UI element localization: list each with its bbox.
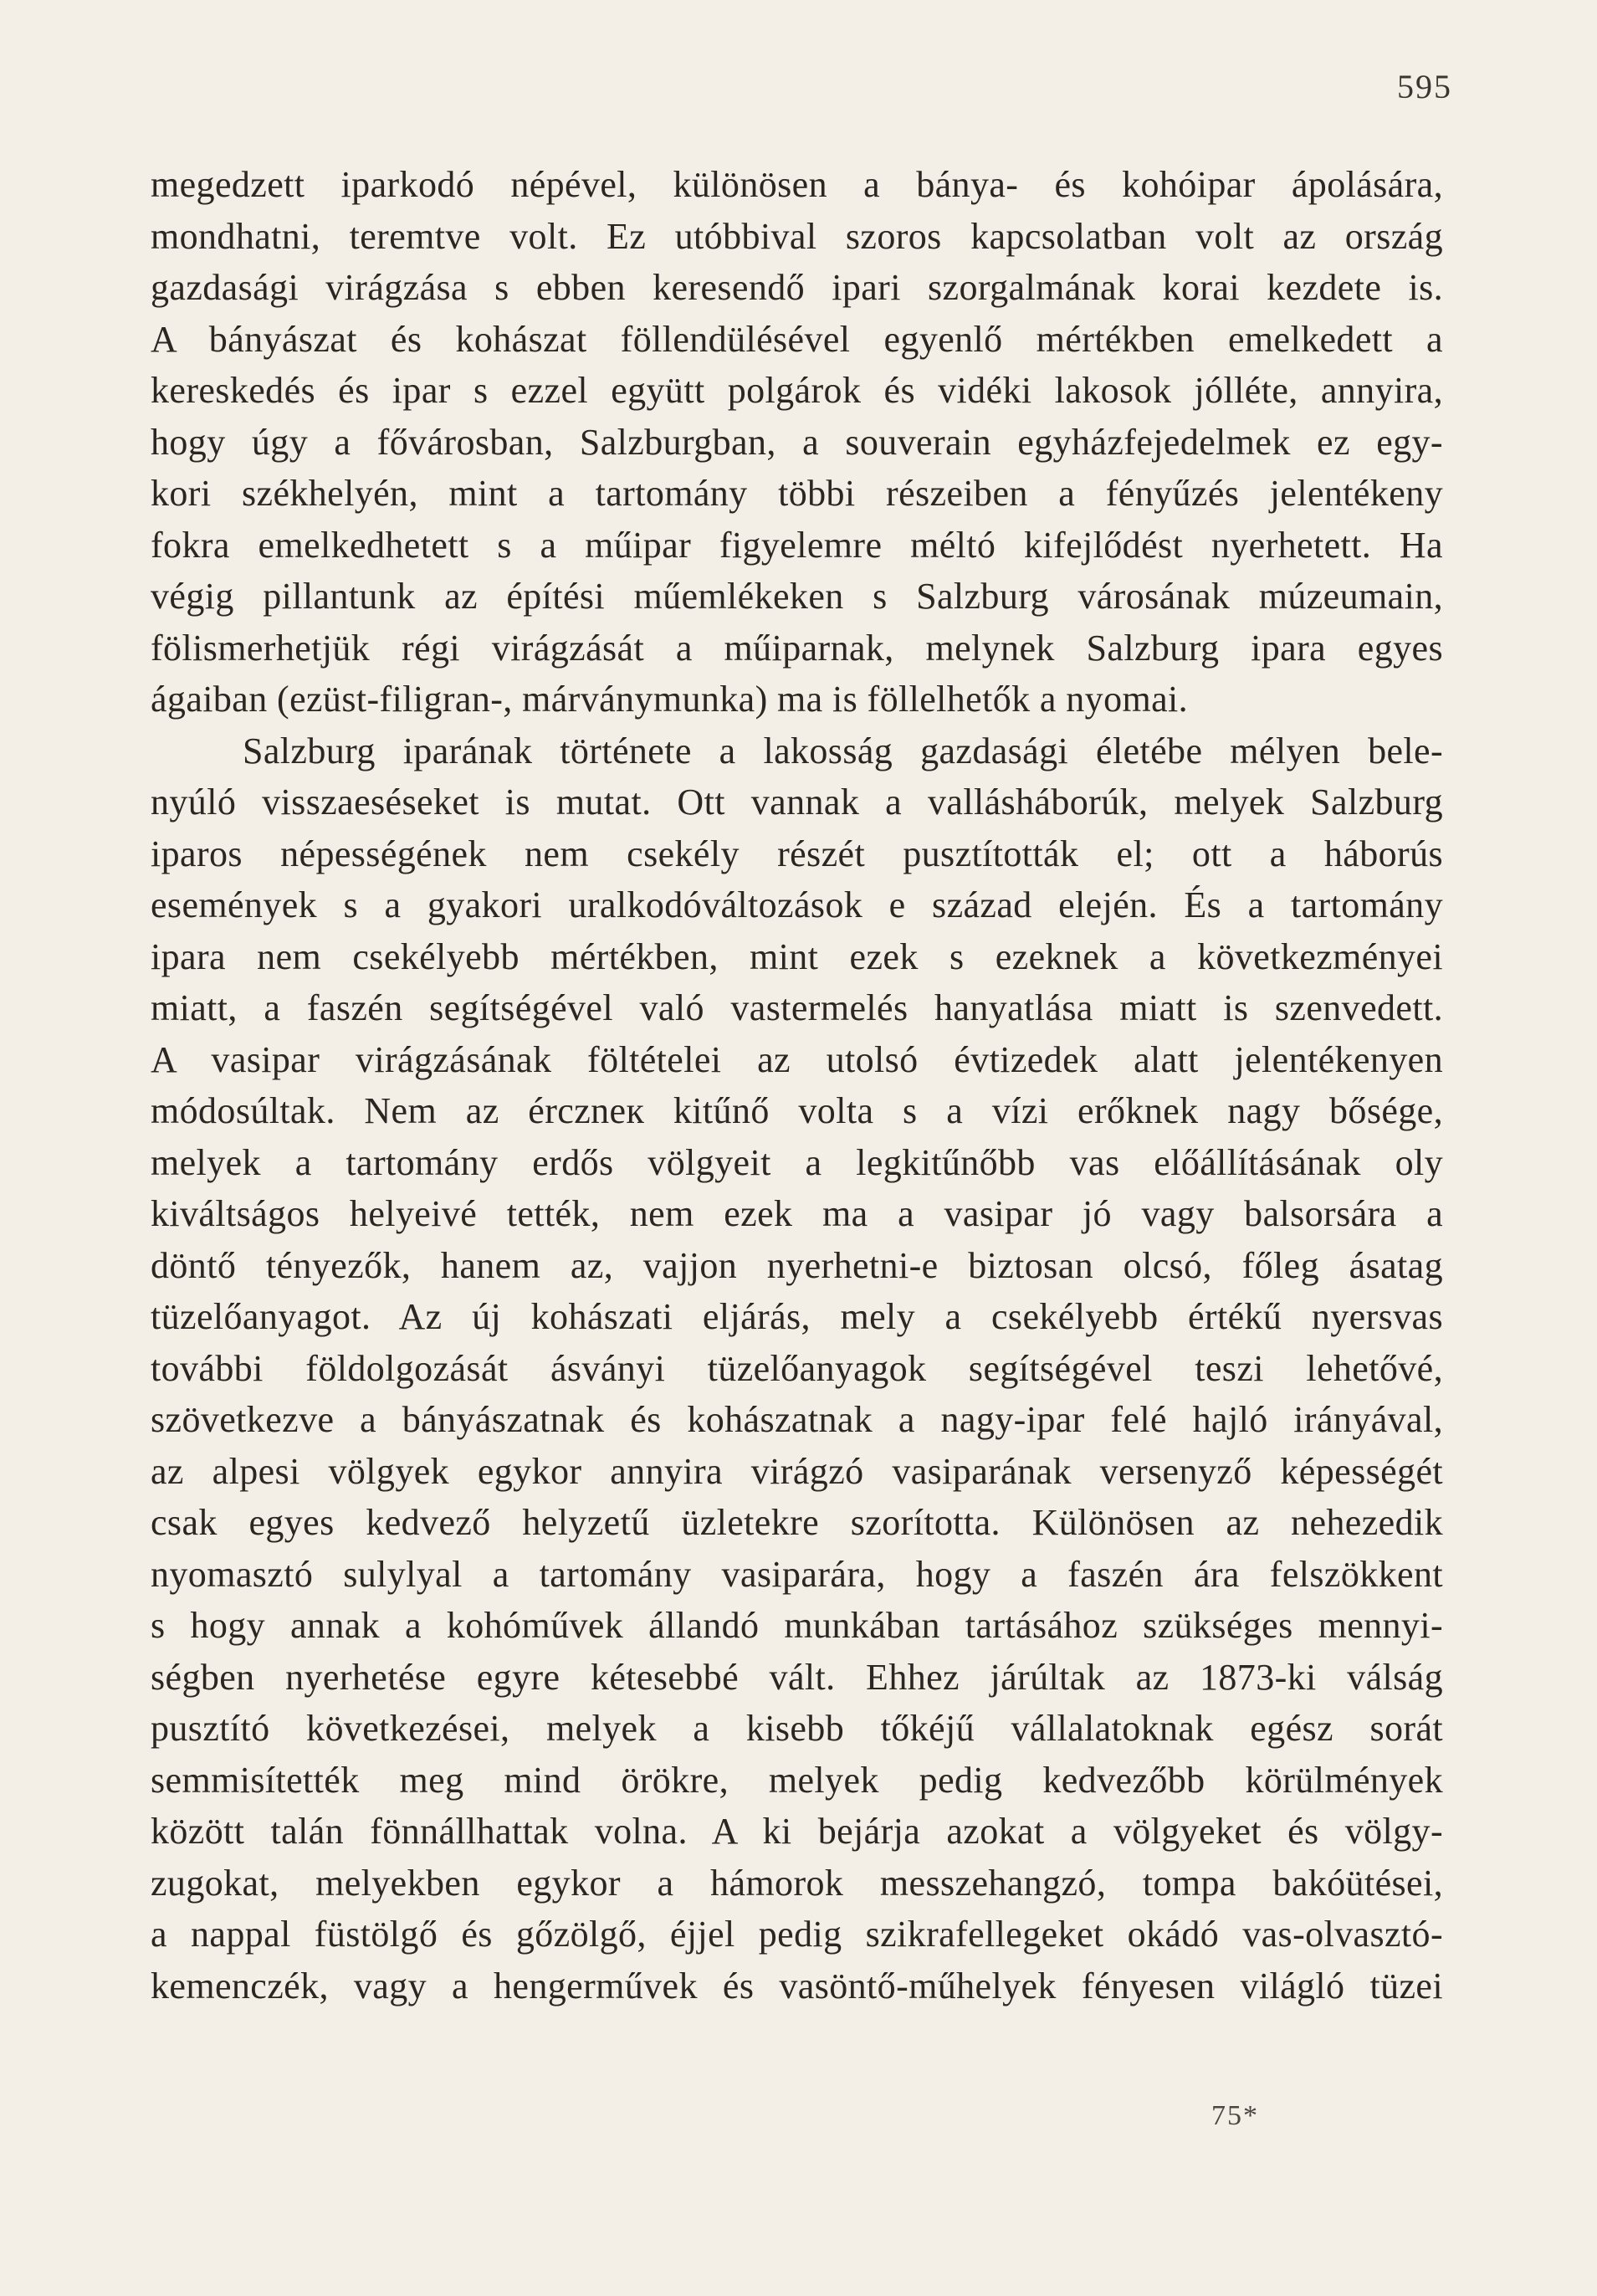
text-line: s hogy annak a kohóművek állandó munkában tartásához szükséges mennyi- bbox=[151, 1605, 1443, 1646]
text-line: kiváltságos helyeivé tették, nem ezek ma a vasipar jó vagy balsorsára a bbox=[151, 1193, 1443, 1234]
text-line: fölismerhetjük régi virágzását a műiparnak, melynek Salzburg ipara egyes bbox=[151, 627, 1443, 669]
text-line: kereskedés és ipar s ezzel együtt polgárok és vidéki lakosok jólléte, annyira, bbox=[151, 370, 1443, 411]
text-line: ipara nem csekélyebb mértékben, mint ezek s ezeknek a következményei bbox=[151, 935, 1443, 977]
text-line: Salzburg iparának története a lakosság gazdasági életébe mélyen bele- bbox=[243, 730, 1443, 771]
text-line: végig pillantunk az építési műemlékeken s Salzburg városának múzeumain, bbox=[151, 576, 1443, 617]
text-line: A bányászat és kohászat föllendülésével egyenlő mértékben emelkedett a bbox=[151, 318, 1443, 360]
text-line: A vasipar virágzásának föltételei az utolsó évtizedek alatt jelentékenyen bbox=[151, 1038, 1443, 1080]
text-line: miatt, a faszén segítségével való vastermelés hanyatlása miatt is szenvedett. bbox=[151, 987, 1443, 1028]
text-line: nyomasztó sulylyal a tartomány vasiparára, hogy a faszén ára felszökkent bbox=[151, 1553, 1443, 1595]
body-text bbox=[151, 159, 1443, 2012]
page-number: 595 bbox=[1397, 68, 1452, 105]
text-line: zugokat, melyekben egykor a hámorok messzehangzó, tompa bakóütései, bbox=[151, 1862, 1443, 1904]
signature-mark: 75* bbox=[1211, 2100, 1259, 2131]
text-line: ágaiban (ezüst-filigran-, márványmunka) ma is föllelhetők a nyomai. bbox=[151, 679, 1189, 720]
text-line: pusztító következései, melyek a kisebb tőkéjű vállalatoknak egész sorát bbox=[151, 1708, 1443, 1749]
text-line: mondhatni, teremtve volt. Ez utóbbival szoros kapcsolatban volt az ország bbox=[151, 215, 1443, 257]
text-line: hogy úgy a fővárosban, Salzburgban, a souverain egyházfejedelmek ez egy- bbox=[151, 421, 1443, 463]
text-line: az alpesi völgyek egykor annyira virágzó vasiparának versenyző képességét bbox=[151, 1450, 1443, 1492]
text-line: iparos népességének nem csekély részét pusztították el; ott a háborús bbox=[151, 833, 1443, 874]
text-line: gazdasági virágzása s ebben keresendő ipari szorgalmának korai kezdete is. bbox=[151, 267, 1443, 308]
text-line: fokra emelkedhetett s a műipar figyelemre méltó kifejlődést nyerhetett. Ha bbox=[151, 524, 1443, 566]
text-line: döntő tényezők, hanem az, vajjon nyerhetni-e biztosan olcsó, főleg ásatag bbox=[151, 1244, 1443, 1286]
text-line: módosúltak. Nem az érczneк kitűnő volta s a vízi erőknek nagy bősége, bbox=[151, 1090, 1443, 1131]
paragraph-1 bbox=[151, 159, 1443, 725]
text-line: kori székhelyén, mint a tartomány többi részeiben a fényűzés jelentékeny bbox=[151, 473, 1443, 514]
text-line: megedzett iparkodó népével, különösen a bánya- és kohóipar ápolására, bbox=[151, 164, 1443, 205]
paragraph-2 bbox=[151, 725, 1443, 2012]
text-line: események s a gyakori uralkodóváltozások e század elején. És a tartomány bbox=[151, 884, 1443, 925]
text-line: csak egyes kedvező helyzetű üzletekre szorította. Különösen az nehezedik bbox=[151, 1502, 1443, 1543]
text-line: semmisítették meg mind örökre, melyek pedig kedvezőbb körülmények bbox=[151, 1759, 1443, 1801]
text-line: szövetkezve a bányászatnak és kohászatnak a nagy-ipar felé hajló irányával, bbox=[151, 1399, 1443, 1440]
text-line: között talán fönnállhattak volna. A ki bejárja azokat a völgyeket és völgy- bbox=[151, 1811, 1443, 1852]
text-line: a nappal füstölgő és gőzölgő, éjjel pedig szikrafellegeket okádó vas-olvasztó- bbox=[151, 1914, 1443, 1955]
text-line: nyúló visszaeséseket is mutat. Ott vannak a vallásháborúk, melyek Salzburg bbox=[151, 782, 1443, 823]
text-line: további földolgozását ásványi tüzelőanyagok segítségével teszi lehetővé, bbox=[151, 1347, 1443, 1389]
text-line: ségben nyerhetése egyre kétesebbé vált. Ehhez járúltak az 1873-ki válság bbox=[151, 1656, 1443, 1698]
text-line: kemenczék, vagy a hengerművek és vasöntő-műhelyek fényesen világló tüzei bbox=[151, 1965, 1443, 2006]
text-line: tüzelőanyagot. Az új kohászati eljárás, mely a csekélyebb értékű nyersvas bbox=[151, 1296, 1443, 1337]
text-line: melyek a tartomány erdős völgyeit a legkitűnőbb vas előállításának oly bbox=[151, 1141, 1443, 1183]
